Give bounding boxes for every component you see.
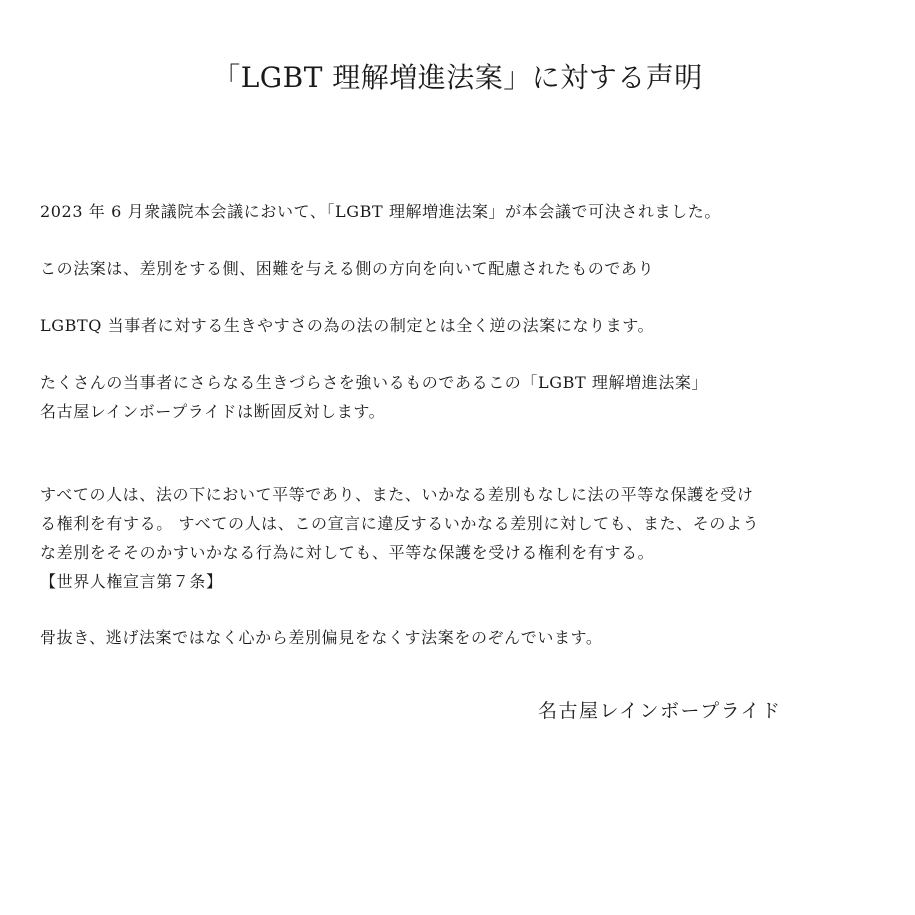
paragraph-line: 2023 年 6 月衆議院本会議において、「LGBT 理解増進法案」が本会議で可決されました。 bbox=[40, 202, 721, 221]
signature: 名古屋レインボープライド bbox=[538, 700, 782, 722]
paragraph-bill-criticism bbox=[40, 254, 880, 283]
paragraph-opposition bbox=[40, 368, 880, 426]
paragraph-line: る権利を有する。 すべての人は、この宣言に違反するいかなる差別に対しても、また、そのよう bbox=[40, 514, 760, 533]
paragraph-passage-announcement bbox=[40, 197, 880, 226]
paragraph-udhr-quote bbox=[40, 480, 880, 596]
statement-title: 「LGBT 理解増進法案」に対する声明 bbox=[212, 61, 703, 94]
paragraph-line: たくさんの当事者にさらなる生きづらさを強いるものであるこの「LGBT 理解増進法案」 bbox=[40, 373, 709, 392]
paragraph-line: 名古屋レインボープライドは断固反対します。 bbox=[40, 402, 386, 421]
paragraph-line: すべての人は、法の下において平等であり、また、いかなる差別もなしに法の平等な保護を受け bbox=[40, 485, 754, 504]
paragraph-line: この法案は、差別をする側、困難を与える側の方向を向いて配慮されたものであり bbox=[40, 259, 655, 278]
paragraph-line: 【世界人権宣言第７条】 bbox=[40, 572, 223, 591]
paragraph-line: 骨抜き、逃げ法案ではなく心から差別偏見をなくす法案をのぞんでいます。 bbox=[40, 628, 603, 647]
paragraph-closing-wish bbox=[40, 623, 880, 652]
paragraph-opposite-effect bbox=[40, 311, 880, 340]
paragraph-line: LGBTQ 当事者に対する生きやすさの為の法の制定とは全く逆の法案になります。 bbox=[40, 316, 655, 335]
paragraph-line: な差別をそそのかすいかなる行為に対しても、平等な保護を受ける権利を有する。 bbox=[40, 543, 655, 562]
